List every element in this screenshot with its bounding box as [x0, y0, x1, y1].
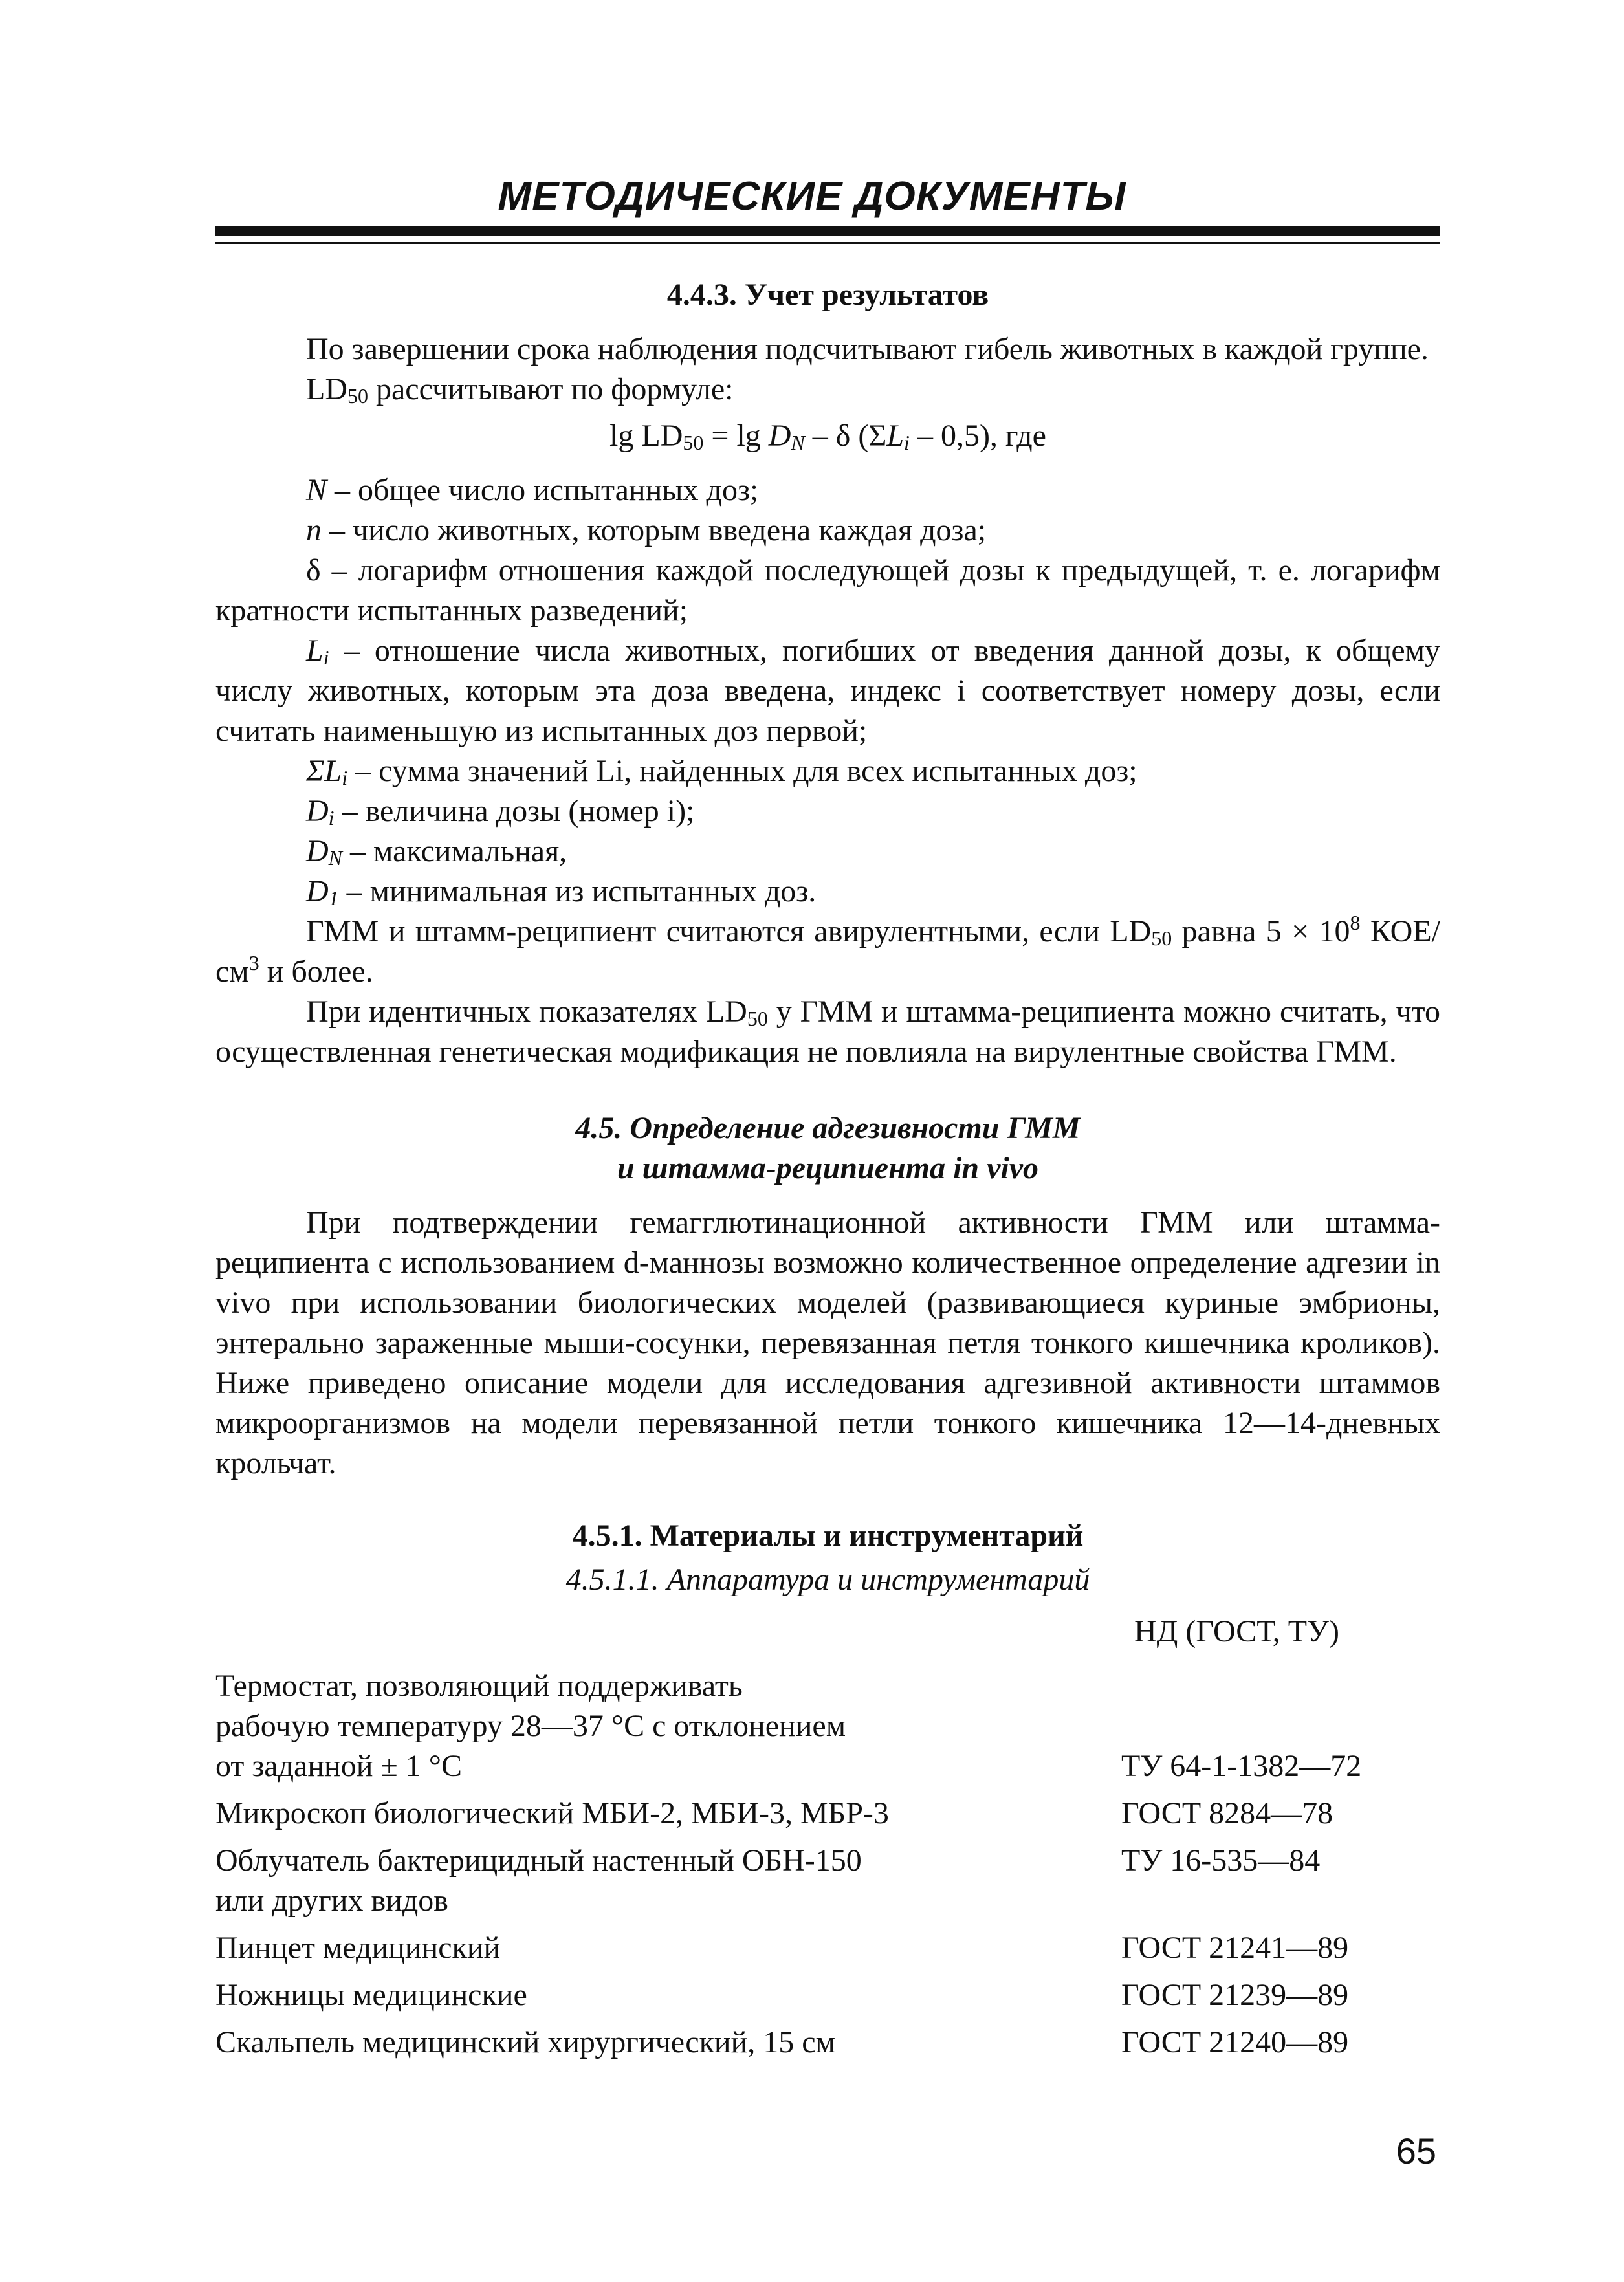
equipment-table [215, 1612, 1440, 2063]
definition-item: $D_i$ – величина дозы (номер i); [306, 794, 695, 829]
definition-item: $D_1$ – минимальная из испытанных доз. [306, 874, 817, 910]
ld50-formula: $\lg LD_{50} = \lg D_N - \delta$ $(\Sigma L_i - 0,5)$, где [609, 419, 1046, 454]
paragraph-avirulence: ГММ и штамм-реципиент считаются авирулентными, если $LD_{50}$ равна $5 \times 10^8$ КОЕ/$см^3$ и более. [215, 911, 1440, 989]
definition-item: $\Sigma L_i$ – сумма значений Li, найденных для всех испытанных доз; [306, 754, 1137, 789]
equipment-name: Ножницы медицинские [215, 1978, 527, 2012]
equipment-name: Облучатель бактерицидный настенный ОБН-150 или других видов [215, 1843, 862, 1918]
page-body [215, 275, 1440, 2070]
equipment-standard: ТУ 16-535—84 [1121, 1843, 1321, 1878]
definition-item: δ – логарифм отношения каждой последующей дозы к предыдущей, т. е. логарифм кратности испытанных разведений; [215, 553, 1440, 628]
equipment-name: Пинцет медицинский [215, 1931, 501, 1965]
page-number: 65 [1396, 2131, 1436, 2171]
section-heading-4-4-3: 4.4.3. Учет результатов [666, 278, 989, 312]
equipment-standard: ГОСТ 8284—78 [1121, 1796, 1333, 1830]
paragraph-identical-ld50: При идентичных показателях $LD_{50}$ у ГММ и штамма-реципиента можно считать, что осуществленная генетическая модификация не повлияла на вирулентные свойства ГММ. [215, 994, 1441, 1069]
definition-item: $D_N$ – максимальная, [306, 834, 567, 870]
equipment-row [215, 1975, 1440, 2015]
equipment-row [215, 1841, 1440, 1921]
paragraph-observation: По завершении срока наблюдения подсчитывают гибель животных в каждой группе. [306, 332, 1429, 366]
equipment-row [215, 2023, 1440, 2063]
equipment-standard: ГОСТ 21239—89 [1121, 1978, 1349, 2012]
definition-item: $L_i$ – отношение числа животных, погибших от введения данной дозы, к общему числу животных, которым эта доза введена, индекс i соответствует номеру дозы, если считать наименьшую из испытанных доз первой; [215, 633, 1440, 748]
equipment-row [215, 1794, 1440, 1834]
subsection-heading-4-5-1-1: 4.5.1.1. Аппаратура и инструментарий [565, 1563, 1090, 1597]
equipment-nd-column-header: НД (ГОСТ, ТУ) [1134, 1614, 1340, 1649]
header-rule-thick [215, 226, 1440, 236]
paragraph-adhesion-in-vivo: При подтверждении гемагглютинационной активности ГММ или штамма-реципиента с использованием d-маннозы возможно количественное определение адгезии in vivo при использовании биологических моделей (развивающиеся куриные эмбрионы, энтерально зараженные мыши-сосунки, перевязанная петля тонкого кишечника кроликов). Ниже приведено описание модели для исследования адгезивной активности штаммов микроорганизмов на модели перевязанной петли тонкого кишечника 12—14-дневных крольчат. [215, 1205, 1440, 1480]
equipment-standard: ТУ 64-1-1382—72 [1121, 1749, 1362, 1783]
formula-definitions-list [215, 470, 1440, 912]
definition-item: n – число животных, которым введена каждая доза; [306, 513, 987, 547]
equipment-standard: ГОСТ 21241—89 [1121, 1931, 1349, 1965]
definition-item: N – общее число испытанных доз; [306, 473, 759, 507]
equipment-name: Микроскоп биологический МБИ-2, МБИ-3, МБР-3 [215, 1796, 889, 1830]
paragraph-ld50-formula-intro: $LD_{50}$ рассчитывают по формуле: [306, 372, 734, 408]
section-heading-4-5-line2: и штамма-реципиента in vivo [617, 1151, 1039, 1185]
header-rule-thin [215, 242, 1440, 244]
equipment-standard: ГОСТ 21240—89 [1121, 2025, 1349, 2059]
section-heading-4-5-line1: 4.5. Определение адгезивности ГММ [575, 1111, 1081, 1145]
equipment-row [215, 1928, 1440, 1968]
running-header-title: МЕТОДИЧЕСКИЕ ДОКУМЕНТЫ [498, 174, 1126, 219]
equipment-name: Термостат, позволяющий поддерживать рабочую температуру 28—37 °С с отклонением от заданной ± 1 °С [215, 1669, 846, 1783]
section-heading-4-5-1: 4.5.1. Материалы и инструментарий [572, 1519, 1084, 1553]
equipment-name: Скальпель медицинский хирургический, 15 см [215, 2025, 835, 2059]
equipment-row [215, 1666, 1440, 1786]
